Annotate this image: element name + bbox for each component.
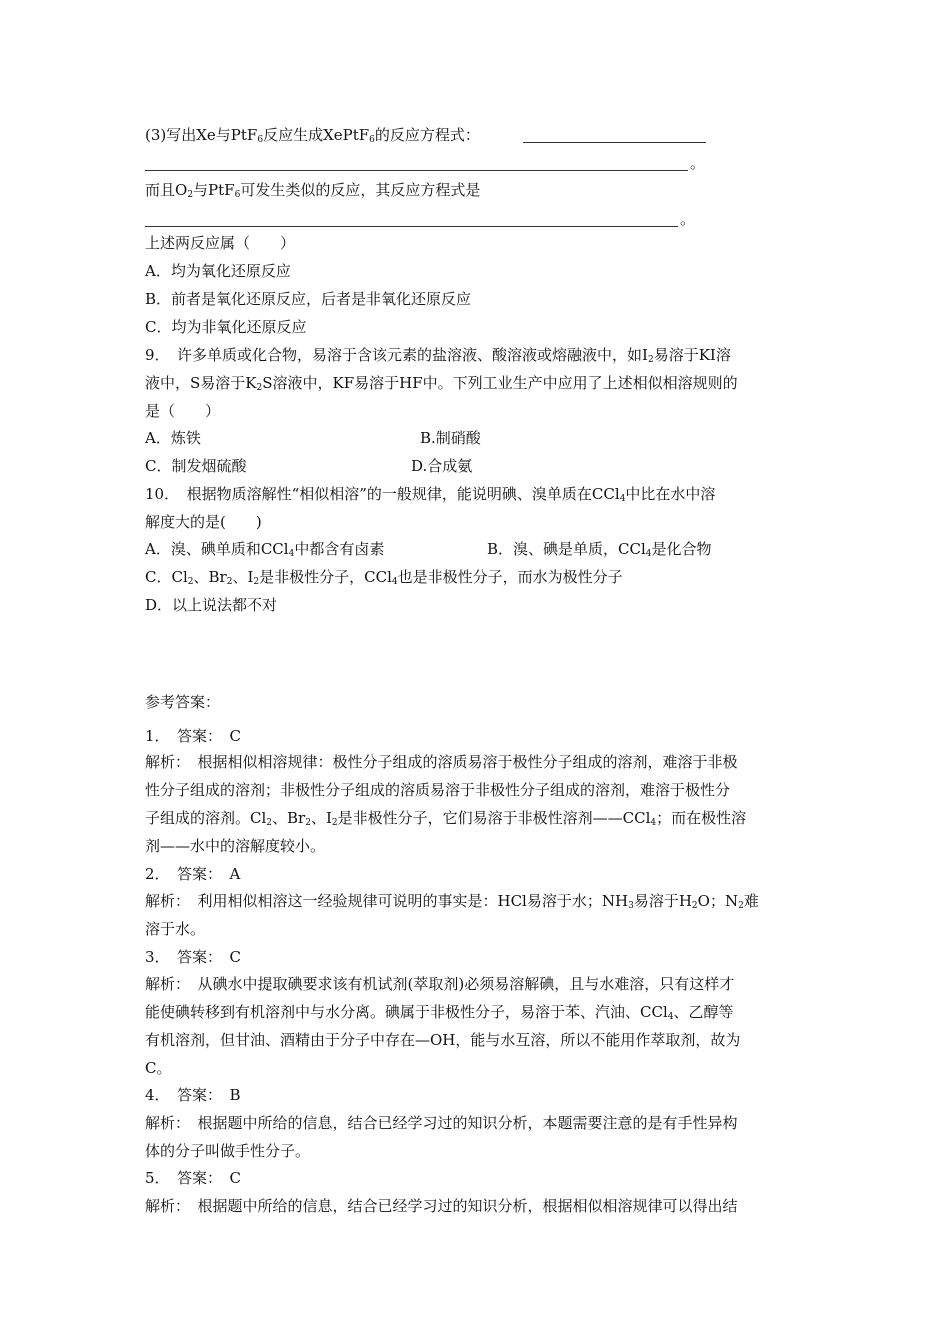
answer-blank bbox=[145, 226, 678, 227]
q3-option-a: A．均为氧化还原反应 bbox=[145, 262, 291, 280]
q10-option-b: B．溴、碘是单质，CCl$_4$是化合物 bbox=[487, 540, 712, 559]
answer-blank bbox=[523, 142, 706, 143]
q3-option-b: B．前者是氧化还原反应，后者是非氧化还原反应 bbox=[145, 290, 472, 308]
q9-line: 9． 许多单质或化合物，易溶于含该元素的盐溶液、酸溶液或熔融液中，如$I_2$易溶于KI溶 bbox=[145, 346, 731, 365]
q9-option-d: D.合成氨 bbox=[411, 457, 473, 475]
period-mark: 。 bbox=[690, 154, 706, 172]
answer-2-explanation: 解析： 利用相似相溶这一经验规律可说明的事实是：HCl易溶于水；$NH_3$易溶于$H_2O$；$N_2$难 bbox=[145, 892, 759, 911]
q10-line: 10． 根据物质溶解性“相似相溶”的一般规律，能说明碘、溴单质在CCl$_4$中比在水中溶 bbox=[145, 485, 716, 504]
answers-heading: 参考答案： bbox=[145, 693, 221, 711]
answer-blank bbox=[145, 170, 688, 171]
q10-option-c: C．$Cl_2$、$Br_2$、$I_2$是非极性分子，CCl$_4$也是非极性分子，而水为极性分子 bbox=[145, 568, 623, 587]
answer-3-explanation: 解析： 从碘水中提取碘要求该有机试剂(萃取剂)必须易溶解碘，且与水难溶，只有这样才 bbox=[145, 975, 735, 993]
answer-5-explanation: 解析： 根据题中所给的信息，结合已经学习过的知识分析，根据相似相溶规律可以得出结 bbox=[145, 1197, 738, 1215]
answer-1: 1． 答案： C bbox=[145, 727, 242, 745]
q3-line: 而且$O_2$与PtF$_6$可发生类似的反应，其反应方程式是 bbox=[145, 181, 481, 200]
q9-option-b: B.制硝酸 bbox=[420, 429, 481, 447]
answer-1-explanation: 解析： 根据相似相溶规律：极性分子组成的溶质易溶于极性分子组成的溶剂，难溶于非极 bbox=[145, 753, 738, 771]
q3-option-c: C．均为非氧化还原反应 bbox=[145, 318, 307, 336]
answer-4-explanation: 解析： 根据题中所给的信息，结合已经学习过的知识分析，本题需要注意的是有手性异构 bbox=[145, 1114, 738, 1132]
answer-3: 3． 答案： C bbox=[145, 948, 242, 966]
q10-option-a: A．溴、碘单质和CCl$_4$中都含有卤素 bbox=[145, 540, 385, 559]
q10-option-d: D．以上说法都不对 bbox=[145, 596, 278, 614]
q9-option-a: A．炼铁 bbox=[145, 429, 201, 447]
q3-stem: 上述两反应属（ ） bbox=[145, 234, 296, 252]
answer-1-explanation: 子组成的溶剂。$Cl_2$、$Br_2$、$I_2$是非极性分子，它们易溶于非极性溶剂——CCl$_4$；而在极性溶 bbox=[145, 809, 747, 828]
q9-line: 是（ ） bbox=[145, 402, 221, 420]
answer-3-explanation: 有机溶剂，但甘油、酒精由于分子中存在—OH，能与水互溶，所以不能用作萃取剂，故为 bbox=[145, 1031, 741, 1049]
q9-option-c: C．制发烟硫酸 bbox=[145, 457, 247, 475]
answer-2: 2． 答案： A bbox=[145, 865, 241, 883]
answer-1-explanation: 性分子组成的溶剂；非极性分子组成的溶质易溶于非极性分子组成的溶剂，难溶于极性分 bbox=[145, 781, 731, 799]
q9-line: 液中，S易溶于$K_2S$溶液中，KF易溶于HF中。下列工业生产中应用了上述相似相溶规则的 bbox=[145, 374, 738, 393]
answer-3-explanation: C。 bbox=[145, 1059, 172, 1077]
q10-line: 解度大的是( ) bbox=[145, 513, 262, 531]
period-mark: 。 bbox=[680, 210, 696, 228]
answer-5: 5． 答案： C bbox=[145, 1169, 242, 1187]
answer-4: 4． 答案： B bbox=[145, 1086, 241, 1104]
answer-2-explanation: 溶于水。 bbox=[145, 920, 206, 938]
answer-1-explanation: 剂——水中的溶解度较小。 bbox=[145, 837, 326, 855]
answer-4-explanation: 体的分子叫做手性分子。 bbox=[145, 1142, 311, 1160]
answer-3-explanation: 能使碘转移到有机溶剂中与水分离。碘属于非极性分子，易溶于苯、汽油、CCl$_4$、乙醇等 bbox=[145, 1003, 734, 1022]
q3-line: (3)写出Xe与PtF$_6$反应生成XePtF$_6$的反应方程式： bbox=[145, 126, 480, 145]
